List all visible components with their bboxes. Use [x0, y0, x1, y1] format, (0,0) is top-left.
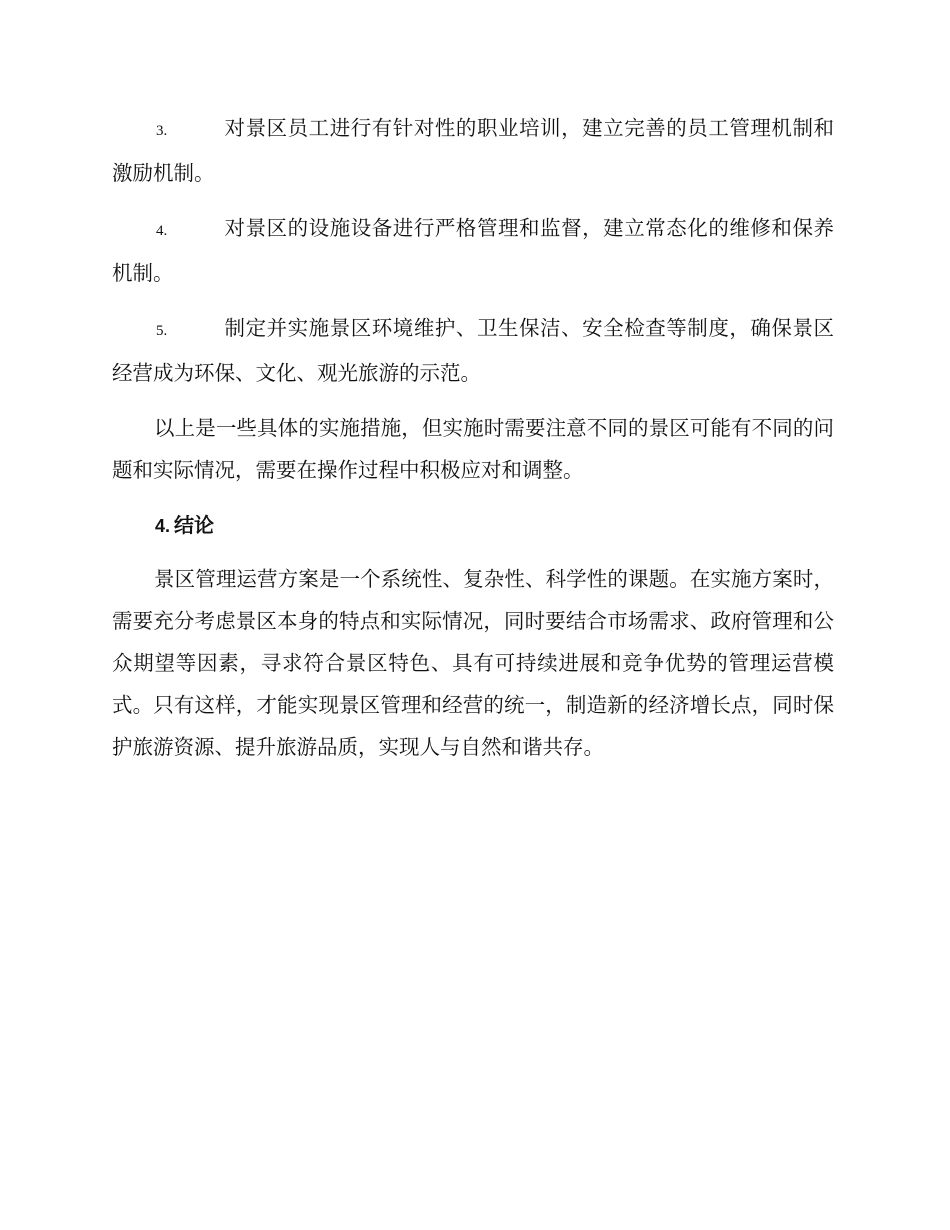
list-number: 4. — [156, 223, 168, 239]
list-item-text: 制定并实施景区环境维护、卫生保洁、安全检查等制度，确保景区经营成为环保、文化、观光旅游的示范。 — [112, 316, 834, 385]
list-item-4 — [112, 207, 834, 294]
summary-paragraph: 以上是一些具体的实施措施，但实施时需要注意不同的景区可能有不同的问题和实际情况，需要在操作过程中积极应对和调整。 — [112, 416, 834, 482]
list-item-text: 对景区的设施设备进行严格管理和监督，建立常态化的维修和保养机制。 — [112, 216, 834, 285]
document-body — [112, 107, 834, 781]
list-item-text: 对景区员工进行有针对性的职业培训，建立完善的员工管理机制和激励机制。 — [112, 116, 834, 185]
list-item-3 — [112, 107, 834, 194]
list-number: 5. — [156, 323, 168, 339]
section-number: 4. — [155, 516, 171, 536]
list-number: 3. — [156, 123, 168, 139]
section-title: 结论 — [174, 513, 215, 537]
conclusion-paragraph: 景区管理运营方案是一个系统性、复杂性、科学性的课题。在实施方案时，需要充分考虑景区本身的特点和实际情况，同时要结合市场需求、政府管理和公众期望等因素，寻求符合景区特色、具有可持续进展和竞争优势的管理运营模式。只有这样，才能实现景区管理和经营的统一，制造新的经济增长点，同时保护旅游资源、提升旅游品质，实现人与自然和谐共存。 — [112, 567, 834, 759]
section-heading-conclusion — [112, 504, 834, 547]
list-item-5 — [112, 307, 834, 394]
